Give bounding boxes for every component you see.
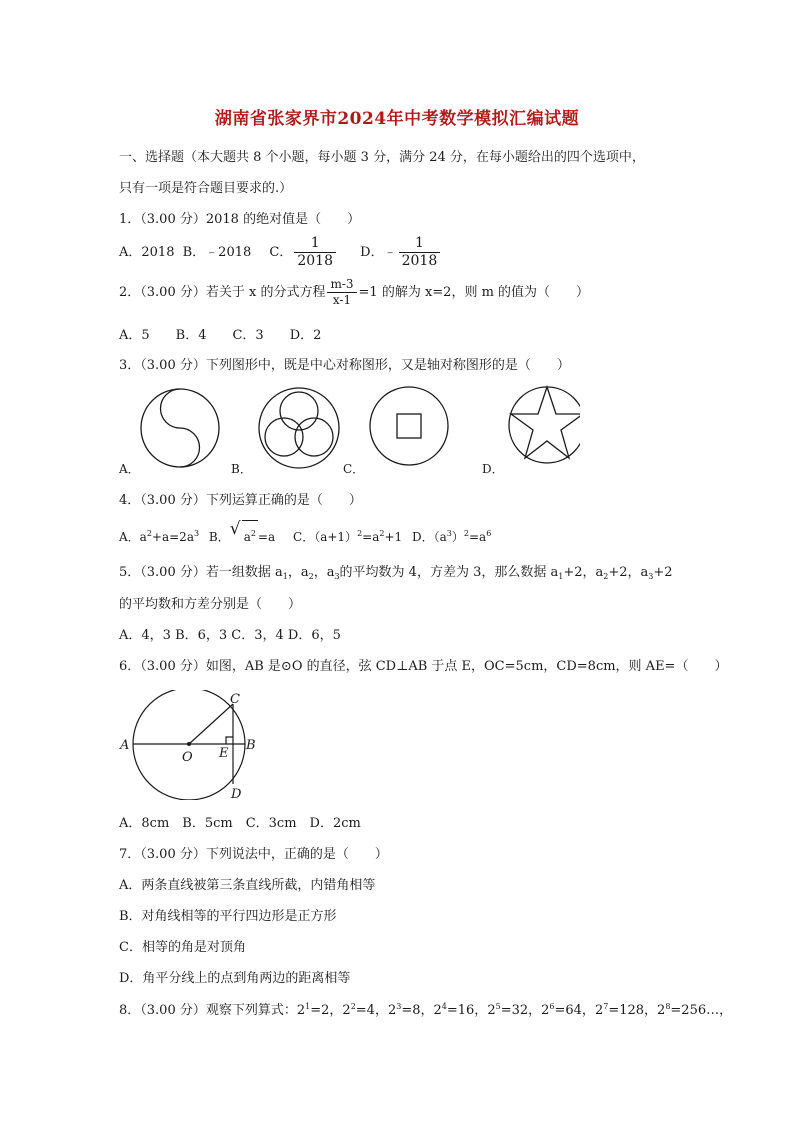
value: =128， xyxy=(608,1003,658,1018)
exponent: 6 xyxy=(486,529,492,538)
subscript: 3 xyxy=(648,572,654,581)
label-o: O xyxy=(182,750,193,765)
right-angle-mark xyxy=(226,737,233,744)
base: 2 xyxy=(657,1003,666,1018)
exponent: 2 xyxy=(357,529,363,538)
question-7-stem: 7．（3.00 分）下列说法中，正确的是（ ） xyxy=(119,847,388,862)
q2-stem-part-b: =1 的解为 x=2，则 m 的值为（ ） xyxy=(358,285,590,300)
exponent: 1 xyxy=(305,1002,311,1011)
figure-a-yin-yang-icon xyxy=(141,389,219,467)
q3-label-c: C． xyxy=(343,462,365,476)
q3-label-d: D． xyxy=(482,462,504,476)
exponent: 2 xyxy=(146,529,152,538)
q5-text: ，a xyxy=(287,565,309,580)
base: 2 xyxy=(541,1003,550,1018)
base: 2 xyxy=(487,1003,496,1018)
q7-option-b: B．对角线相等的平行四边形是正方形 xyxy=(119,909,337,924)
q4-option-d xyxy=(412,530,491,544)
exponent: 3 xyxy=(446,529,452,538)
question-6-options: A．8cm B．5cm C．3cm D．2cm xyxy=(119,816,361,831)
q3-label-b: B． xyxy=(231,462,252,476)
question-5-stem-line1 xyxy=(119,561,673,581)
q8-powers-of-two xyxy=(297,1003,732,1018)
q4-option-c xyxy=(293,530,402,544)
base: 2 xyxy=(387,1003,397,1018)
q4-c-end: +1 xyxy=(384,530,403,544)
q1-option-c: C． xyxy=(269,245,293,260)
subscript: 2 xyxy=(308,572,314,581)
subscript: 3 xyxy=(334,572,340,581)
q4-d-mid: ） xyxy=(451,530,464,544)
subscript: 1 xyxy=(558,572,564,581)
base: 2 xyxy=(594,1003,604,1018)
exponent: 5 xyxy=(495,1002,501,1011)
q2-fraction xyxy=(327,278,356,307)
figure-c-coin-square-icon xyxy=(370,387,448,465)
value: =8， xyxy=(401,1003,434,1018)
q8-term xyxy=(487,1003,541,1018)
fraction-denominator: 2018 xyxy=(297,253,333,269)
radicand: a xyxy=(243,530,251,544)
q8-term xyxy=(595,1003,657,1018)
exponent: 4 xyxy=(441,1002,447,1011)
section-heading-line1: 一、选择题（本大题共 8 个小题，每小题 3 分，满分 24 分，在每小题给出的四个选项中， xyxy=(119,150,645,165)
label-e: E xyxy=(219,746,229,761)
q1-option-b: B．﹣2018 xyxy=(182,245,252,260)
value: =16， xyxy=(446,1003,488,1018)
q8-term xyxy=(388,1003,434,1018)
q5-text: 的平均数为 4，方差为 3，那么数据 a xyxy=(339,565,559,580)
q3-label-a: A． xyxy=(119,462,140,476)
q8-term xyxy=(297,1003,343,1018)
q1-option-a: A．2018 xyxy=(119,245,175,260)
exponent: 6 xyxy=(549,1002,555,1011)
label-b: B xyxy=(246,738,256,753)
q4-b-label: B． xyxy=(208,530,230,544)
q1-option-d: D． xyxy=(360,245,384,260)
q1-option-d-sign: ﹣ xyxy=(383,245,397,260)
q4-option-a xyxy=(119,530,199,544)
q8-text: 8．（3.00 分）观察下列算式： xyxy=(119,1003,297,1018)
q1-option-c-fraction xyxy=(294,236,336,269)
question-6-stem: 6．（3.00 分）如图，AB 是⊙O 的直径，弦 CD⊥AB 于点 E，OC=5cm，CD=8cm，则 AE=（ ） xyxy=(119,659,728,674)
question-5-stem-line2: 的平均数和方差分别是（ ） xyxy=(119,597,302,612)
q7-option-c: C．相等的角是对顶角 xyxy=(119,940,246,955)
exponent: 2 xyxy=(379,529,385,538)
section-heading-line2: 只有一项是符合题目要求的.） xyxy=(119,181,293,196)
value: =64， xyxy=(554,1003,595,1018)
question-3-stem: 3．（3.00 分）下列图形中，既是中心对称图形，又是轴对称图形的是（ ） xyxy=(119,358,570,373)
fraction-numerator: 1 xyxy=(294,236,336,253)
exponent: 2 xyxy=(350,1002,356,1011)
q4-d-post: =a xyxy=(468,530,487,544)
base: 2 xyxy=(296,1003,306,1018)
question-4-options xyxy=(119,520,491,550)
question-4-stem: 4．（3.00 分）下列运算正确的是（ ） xyxy=(119,493,362,508)
base: 2 xyxy=(433,1003,442,1018)
q8-term xyxy=(342,1003,388,1018)
figure-d-star-circle-icon xyxy=(509,387,580,463)
center-point xyxy=(187,742,191,746)
q2-stem-part-a: 2．（3.00 分）若关于 x 的分式方程 xyxy=(119,285,326,300)
question-2-stem xyxy=(119,276,589,310)
q1-option-d-fraction xyxy=(399,236,441,269)
question-5-options: A．4，3 B．6，3 C．3，4 D．6，5 xyxy=(119,628,341,643)
label-a: A xyxy=(120,738,130,753)
q4-option-b xyxy=(208,519,276,544)
q6-circle-diagram xyxy=(115,690,275,800)
q5-text: 5．（3.00 分）若一组数据 a xyxy=(119,565,283,580)
q7-option-d: D．角平分线上的点到角两边的距离相等 xyxy=(119,971,351,986)
value: =32， xyxy=(500,1003,542,1018)
value: =256…， xyxy=(670,1003,733,1018)
q8-term xyxy=(657,1003,732,1018)
exponent: 2 xyxy=(463,529,469,538)
question-8-stem xyxy=(119,999,732,1018)
q4-c-text: C．（a+1） xyxy=(293,530,358,544)
q5-text: +2 xyxy=(653,565,673,580)
exponent: 8 xyxy=(665,1002,671,1011)
q5-text: ，a xyxy=(313,565,335,580)
q4-a-text: A．a xyxy=(119,530,147,544)
label-c: C xyxy=(230,692,240,707)
fraction-numerator: m-3 xyxy=(327,278,356,293)
exponent: 3 xyxy=(396,1002,402,1011)
page-title: 湖南省张家界市2024年中考数学模拟汇编试题 xyxy=(214,109,580,129)
question-1-options xyxy=(119,236,442,270)
q8-term xyxy=(434,1003,488,1018)
subscript: 1 xyxy=(282,572,288,581)
exponent: 3 xyxy=(193,529,200,538)
q5-text: +2，a xyxy=(608,565,649,580)
question-1-stem: 1．（3.00 分）2018 的绝对值是（ ） xyxy=(119,212,361,227)
square-root: √ $a^2$ xyxy=(230,520,258,550)
q7-option-a: A．两条直线被第三条直线所截，内错角相等 xyxy=(119,878,376,893)
q4-a-mid: +a=2a xyxy=(151,530,194,544)
question-2-options: A．5 B．4 C．3 D．2 xyxy=(119,328,322,343)
q4-b-post: =a xyxy=(257,530,276,544)
exponent: 7 xyxy=(603,1002,609,1011)
value: =4， xyxy=(355,1003,388,1018)
exponent: 2 xyxy=(250,529,256,538)
fraction-denominator: 2018 xyxy=(401,253,438,269)
subscript: 2 xyxy=(603,572,609,581)
base: 2 xyxy=(342,1003,351,1018)
fraction-numerator: 1 xyxy=(399,236,441,253)
fraction-denominator: x-1 xyxy=(332,293,352,307)
value: =2， xyxy=(310,1003,343,1018)
q8-term xyxy=(541,1003,595,1018)
q4-d-text: D．（a xyxy=(412,530,447,544)
figure-b-three-petals-icon xyxy=(259,388,339,468)
label-d: D xyxy=(231,787,242,800)
q4-c-post: =a xyxy=(362,530,380,544)
q5-text: +2，a xyxy=(563,565,604,580)
